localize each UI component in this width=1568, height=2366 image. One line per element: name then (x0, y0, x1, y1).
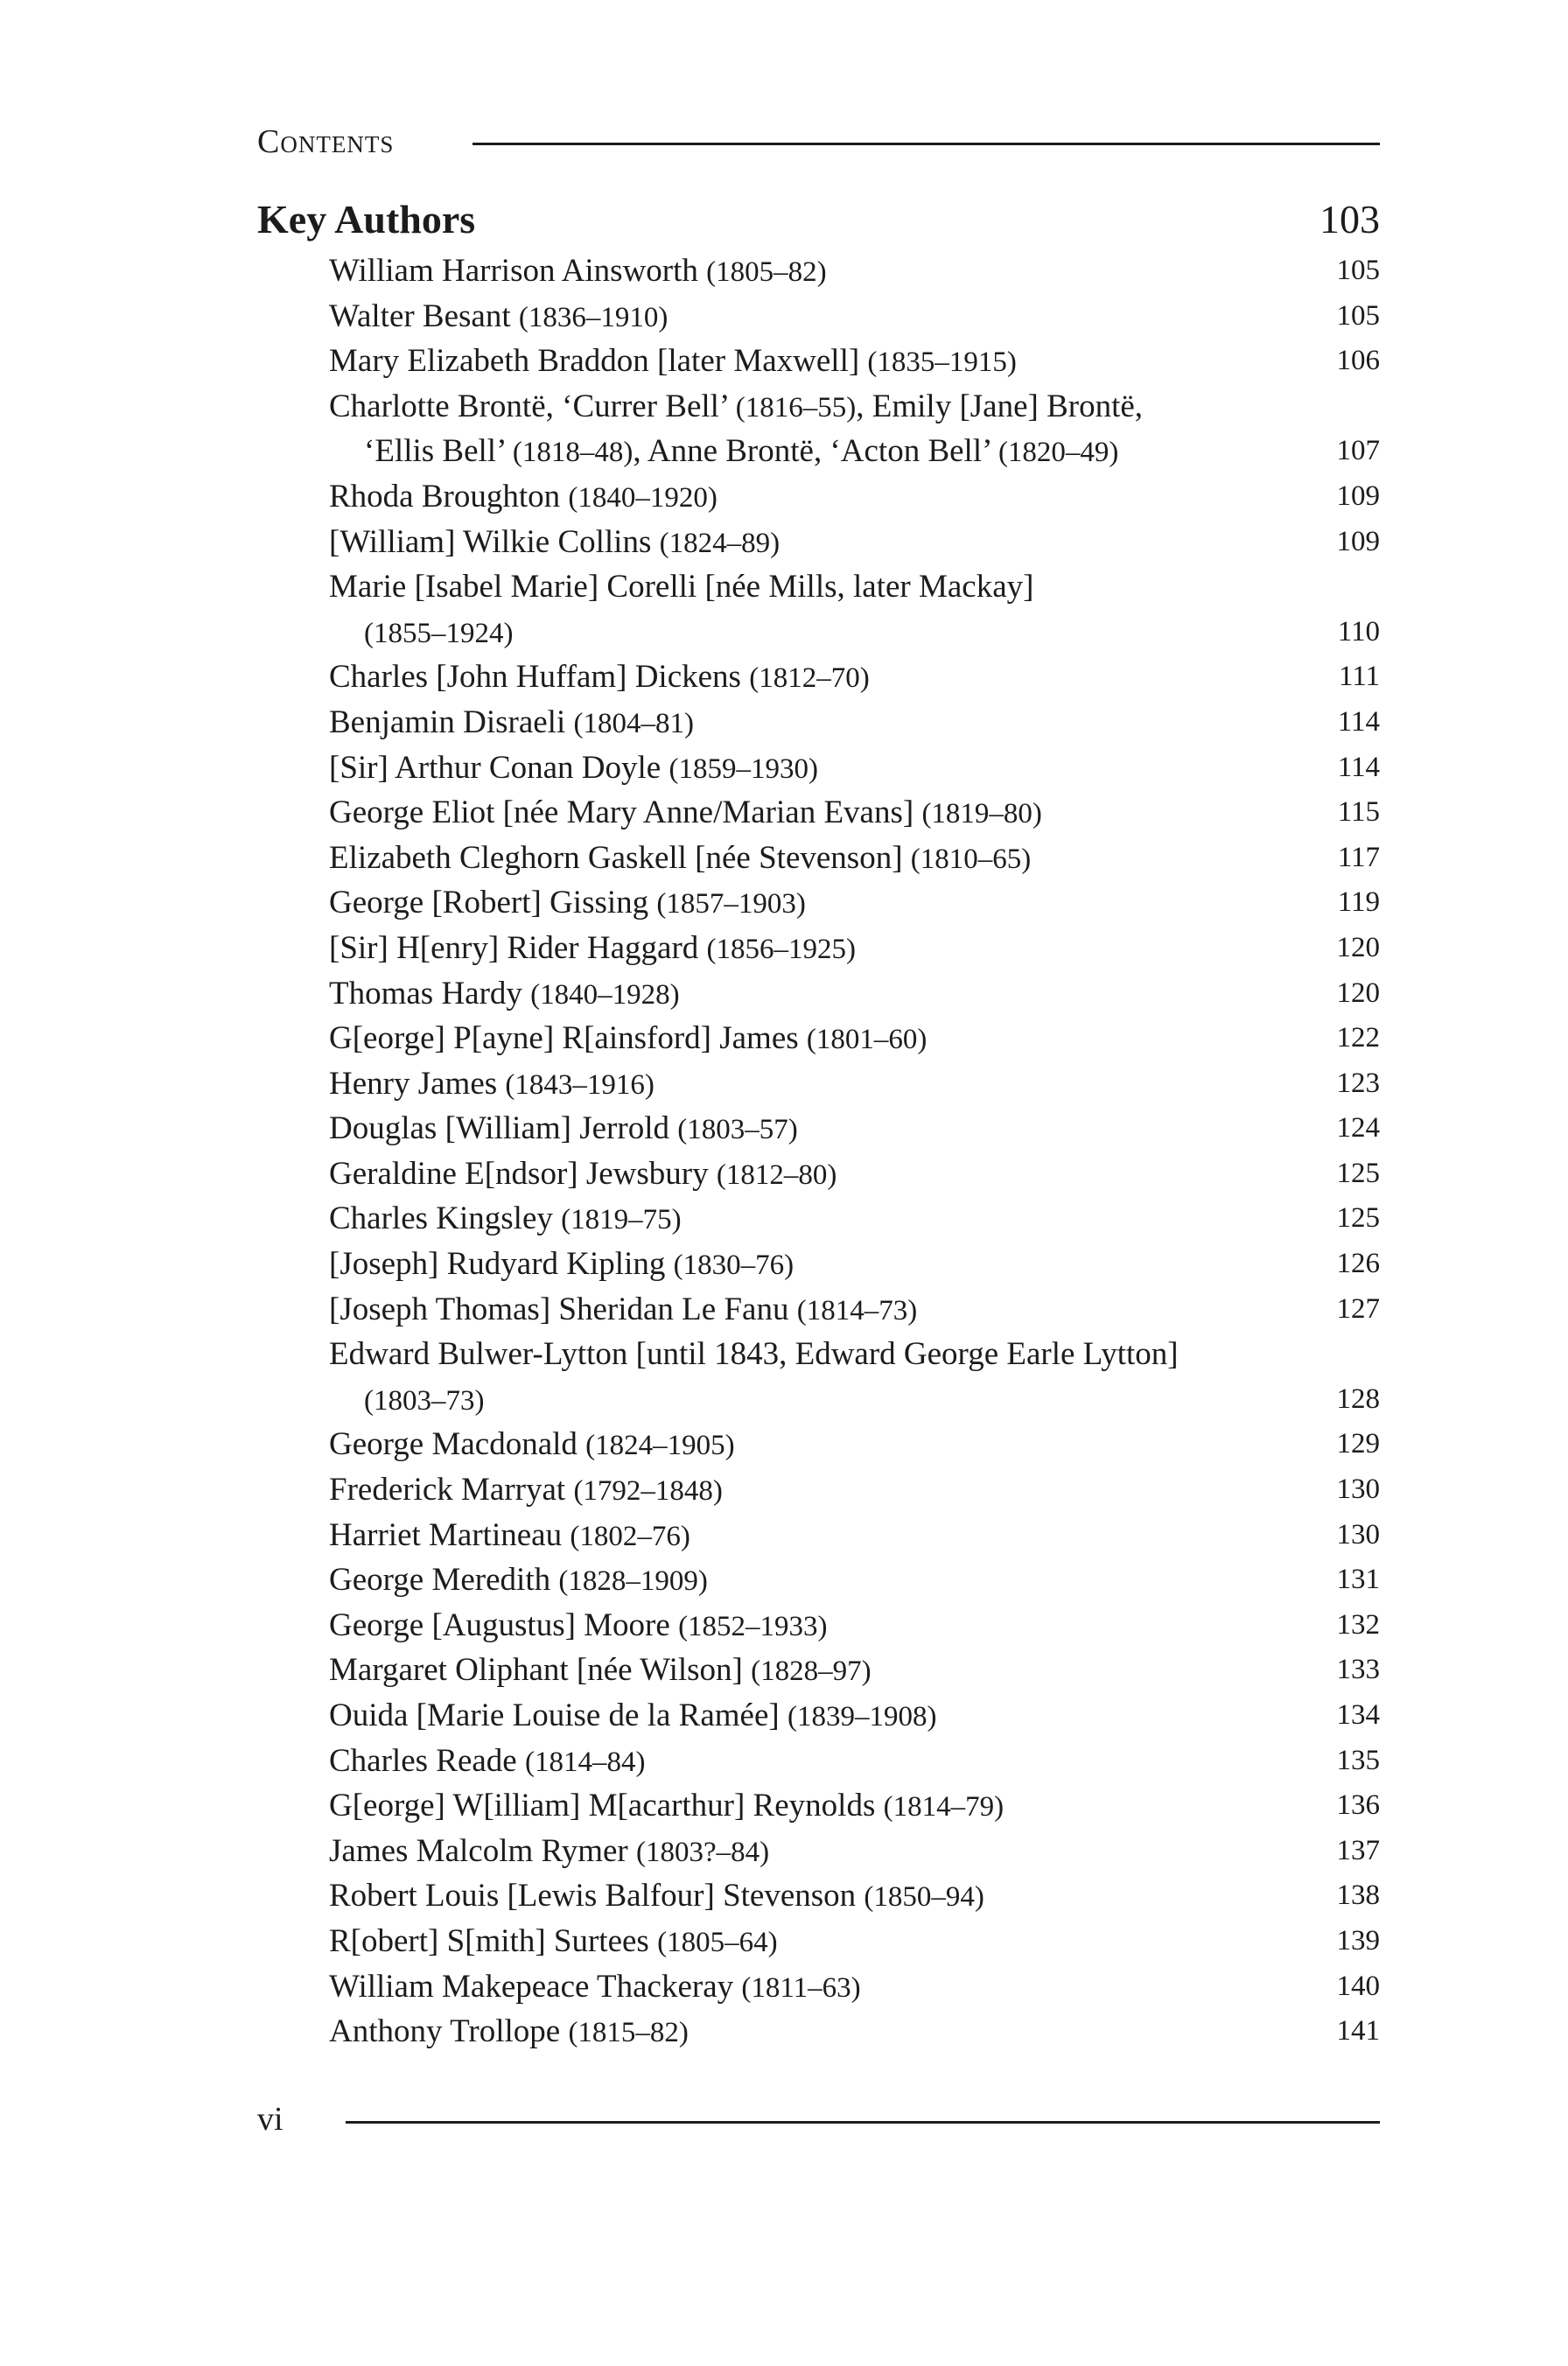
author-name: Douglas [William] Jerrold (329, 1110, 669, 1147)
contents-entry (329, 1422, 1380, 1467)
contents-entry (329, 836, 1380, 881)
author-name-continued: , Emily [Jane] Brontë, (856, 388, 1144, 424)
author-dates: (1810–65) (910, 843, 1032, 875)
entry-page-number: 123 (1336, 1067, 1380, 1099)
author-dates: (1820–49) (998, 437, 1119, 469)
author-dates: (1824–1905) (585, 1430, 735, 1462)
contents-entry (329, 564, 1380, 610)
author-name: Mary Elizabeth Braddon [later Maxwell] (329, 343, 860, 380)
author-dates: (1812–70) (749, 662, 870, 695)
author-dates: (1819–80) (921, 798, 1042, 830)
entry-page-number: 129 (1336, 1428, 1380, 1460)
section-page-number: 103 (1320, 197, 1380, 242)
entry-page-number: 105 (1336, 299, 1380, 332)
entry-page-number: 110 (1337, 615, 1380, 648)
contents-entry (329, 1196, 1380, 1242)
author-dates: (1812–80) (716, 1158, 837, 1191)
contents-entry (329, 1242, 1380, 1287)
contents-entry (329, 474, 1380, 520)
author-name: George Macdonald (329, 1426, 578, 1463)
contents-entry (329, 926, 1380, 971)
entry-page-number: 111 (1338, 661, 1380, 693)
contents-entry (329, 1467, 1380, 1513)
author-dates: (1819–75) (561, 1204, 682, 1236)
entry-page-number: 128 (1336, 1382, 1380, 1415)
author-dates: (1824–89) (659, 527, 780, 559)
entry-page-number: 120 (1336, 931, 1380, 963)
author-dates: (1805–64) (657, 1926, 778, 1958)
entry-page-number: 125 (1336, 1157, 1380, 1189)
author-dates: (1857–1903) (656, 888, 806, 920)
author-name: James Malcolm Rymer (329, 1832, 628, 1869)
author-dates: (1843–1916) (505, 1068, 654, 1101)
author-dates: (1830–76) (673, 1250, 794, 1282)
entry-page-number: 131 (1336, 1564, 1380, 1596)
author-name: George Eliot [née Mary Anne/Marian Evans] (329, 794, 914, 831)
entry-page-number: 134 (1336, 1699, 1380, 1731)
contents-entry (329, 1873, 1380, 1919)
contents-entry (329, 1693, 1380, 1739)
contents-entry (329, 520, 1380, 565)
author-dates: (1835–1915) (867, 346, 1017, 379)
contents-entry (329, 1919, 1380, 1964)
entry-page-number: 141 (1336, 2015, 1380, 2048)
entry-page-number: 114 (1337, 705, 1380, 738)
author-dates: (1814–73) (796, 1294, 918, 1326)
contents-entry (329, 248, 1380, 294)
contents-entry (329, 1332, 1380, 1377)
author-dates: (1803?–84) (635, 1836, 770, 1868)
contents-entry (329, 790, 1380, 836)
author-name: Charles Reade (329, 1742, 517, 1779)
author-dates: (1802–76) (570, 1520, 690, 1552)
contents-entry (329, 1739, 1380, 1784)
author-dates: (1836–1910) (518, 301, 668, 333)
entry-page-number: 106 (1336, 345, 1380, 377)
entry-page-number: 130 (1336, 1474, 1380, 1506)
entry-page-number: 133 (1336, 1654, 1380, 1686)
contents-entry (329, 1783, 1380, 1829)
author-dates: (1859–1930) (668, 752, 818, 785)
author-dates: (1828–1909) (558, 1565, 708, 1598)
entry-page-number: 132 (1336, 1608, 1380, 1641)
author-dates: (1816–55) (735, 391, 857, 424)
author-name: ‘Ellis Bell’ (364, 433, 505, 470)
author-dates: (1840–1920) (568, 481, 718, 514)
author-name: Charles Kingsley (329, 1200, 553, 1237)
contents-entry (329, 1964, 1380, 2010)
entry-page-number: 117 (1337, 841, 1380, 873)
entry-page-number: 139 (1336, 1924, 1380, 1956)
author-name: Benjamin Disraeli (329, 704, 566, 740)
author-name: R[obert] S[mith] Surtees (329, 1922, 649, 1959)
contents-entry (329, 1287, 1380, 1333)
author-name-continued: , Anne Brontë, ‘Acton Bell’ (633, 433, 998, 470)
contents-entry (329, 1016, 1380, 1061)
contents-entry (329, 880, 1380, 926)
author-name: Thomas Hardy (329, 975, 522, 1012)
entry-page-number: 138 (1336, 1880, 1380, 1912)
contents-entry (329, 1513, 1380, 1558)
author-dates: (1805–82) (706, 256, 827, 288)
entry-page-number: 136 (1336, 1789, 1380, 1822)
author-dates: (1818–48) (512, 437, 634, 469)
author-dates: (1803–73) (364, 1384, 485, 1417)
entry-page-number: 105 (1336, 255, 1380, 286)
author-dates: (1804–81) (573, 707, 694, 739)
author-name: Robert Louis [Lewis Balfour] Stevenson (329, 1878, 857, 1914)
author-name: Anthony Trollope (329, 2013, 561, 2050)
author-name: [Sir] Arthur Conan Doyle (329, 749, 662, 786)
entry-page-number: 124 (1336, 1112, 1380, 1144)
contents-entry (329, 1558, 1380, 1603)
author-dates: (1850–94) (864, 1881, 984, 1914)
header-rule (472, 143, 1380, 145)
entry-page-number: 109 (1336, 480, 1380, 512)
author-name: William Makepeace Thackeray (329, 1968, 734, 2005)
author-name: Marie [Isabel Marie] Corelli [née Mills, later Mackay] (329, 569, 1034, 606)
contents-entry-continuation (329, 610, 1380, 655)
entry-page-number: 122 (1336, 1022, 1380, 1054)
author-name: Geraldine E[ndsor] Jewsbury (329, 1155, 709, 1192)
contents-entry (329, 971, 1380, 1017)
entry-page-number: 119 (1337, 886, 1380, 919)
author-dates: (1856–1925) (706, 933, 857, 965)
contents-entry (329, 654, 1380, 700)
author-dates: (1792–1848) (573, 1475, 723, 1508)
section-title: Key Authors (257, 197, 476, 242)
author-name: Ouida [Marie Louise de la Ramée] (329, 1698, 780, 1733)
author-dates: (1801–60) (806, 1024, 928, 1056)
author-name: George [Augustus] Moore (329, 1606, 670, 1643)
footer-rule (346, 2121, 1380, 2124)
author-name: [Sir] H[enry] Rider Haggard (329, 929, 699, 966)
author-name: G[eorge] W[illiam] M[acarthur] Reynolds (329, 1788, 876, 1824)
entry-page-number: 140 (1336, 1970, 1380, 2002)
contents-entry (329, 1106, 1380, 1152)
author-name: Edward Bulwer-Lytton [until 1843, Edward George Earle Lytton] (329, 1336, 1179, 1373)
author-dates: (1814–79) (883, 1791, 1004, 1824)
entry-page-number: 130 (1336, 1518, 1380, 1550)
entry-page-number: 126 (1336, 1248, 1380, 1280)
author-name: Henry James (329, 1065, 498, 1102)
author-dates: (1815–82) (568, 2017, 689, 2049)
author-name: Margaret Oliphant [née Wilson] (329, 1652, 743, 1689)
author-dates: (1803–57) (677, 1114, 798, 1146)
author-dates: (1811–63) (741, 1971, 861, 2004)
contents-entry (329, 2009, 1380, 2054)
contents-entry-continuation (329, 429, 1380, 474)
entry-page-number: 127 (1336, 1292, 1380, 1325)
contents-entry (329, 700, 1380, 746)
author-name: Rhoda Broughton (329, 478, 561, 514)
author-name: [Joseph] Rudyard Kipling (329, 1246, 666, 1283)
author-dates: (1814–84) (524, 1746, 646, 1778)
author-dates: (1852–1933) (678, 1610, 828, 1642)
entry-page-number: 109 (1336, 525, 1380, 557)
entry-page-number: 135 (1336, 1744, 1380, 1776)
author-dates: (1828–97) (751, 1656, 872, 1688)
contents-entry (329, 1603, 1380, 1648)
author-dates: (1840–1928) (530, 978, 680, 1011)
author-dates: (1855–1924) (364, 617, 514, 649)
contents-entry (329, 1152, 1380, 1197)
author-name: William Harrison Ainsworth (329, 253, 698, 289)
running-head-title: Contents (257, 123, 395, 160)
author-name: Charlotte Brontë, ‘Currer Bell’ (329, 388, 728, 424)
contents-entry-continuation (329, 1377, 1380, 1423)
page-folio: vi (257, 2101, 284, 2138)
contents-entry (329, 1829, 1380, 1874)
contents-list (329, 248, 1380, 2054)
author-name: George Meredith (329, 1562, 551, 1599)
author-name: Harriet Martineau (329, 1516, 563, 1553)
contents-entry (329, 339, 1380, 384)
contents-entry (329, 1061, 1380, 1107)
entry-page-number: 125 (1336, 1202, 1380, 1235)
author-name: Frederick Marryat (329, 1472, 566, 1508)
contents-entry (329, 294, 1380, 340)
author-dates: (1839–1908) (787, 1701, 937, 1732)
contents-entry (329, 384, 1380, 430)
contents-entry (329, 746, 1380, 791)
author-name: George [Robert] Gissing (329, 885, 649, 921)
entry-page-number: 120 (1336, 976, 1380, 1009)
author-name: Walter Besant (329, 298, 511, 334)
entry-page-number: 137 (1336, 1834, 1380, 1866)
author-name: [Joseph Thomas] Sheridan Le Fanu (329, 1291, 789, 1327)
author-name: Charles [John Huffam] Dickens (329, 659, 741, 696)
entry-page-number: 115 (1337, 796, 1380, 829)
entry-page-number: 107 (1336, 435, 1380, 467)
author-name: [William] Wilkie Collins (329, 523, 652, 560)
contents-entry (329, 1648, 1380, 1693)
entry-page-number: 114 (1337, 751, 1380, 783)
author-name: G[eorge] P[ayne] R[ainsford] James (329, 1020, 799, 1057)
author-name: Elizabeth Cleghorn Gaskell [née Stevenson] (329, 839, 903, 876)
